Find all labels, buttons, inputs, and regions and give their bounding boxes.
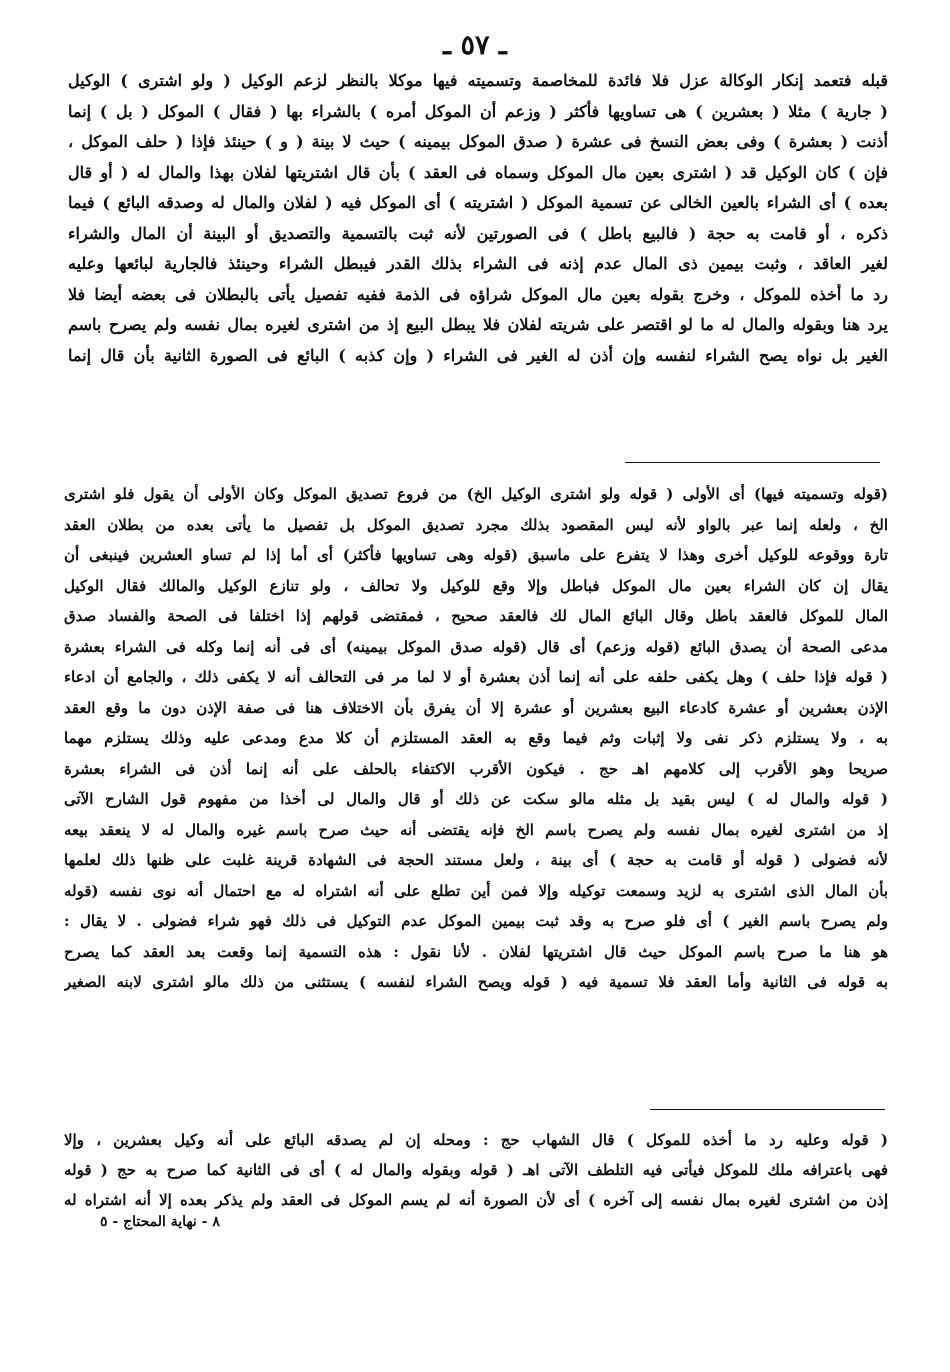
commentary-line: الإذن بعشرين أو عشرة كادعاء البيع بعشرين أو عشرة إلا أن يفرق بأن الاختلاف هنا فى صفة الإذن دون ما وقع العقد [64,698,888,717]
commentary-line: ( قوله فإذا حلف ) وهل يكفى حلفه على أنه إنما أذن بعشرة أو لا لما مر فى التحالف أنه لا يكفى ذلك ، والجامع أن ادعاء [64,668,888,686]
main-text-line: بعده ) أى الشراء بالعين الخالى عن تسمية الموكل ( اشتريته ) أى الموكل فيه ( لفلان والمال له وصدقه البائع ) فيما [68,193,888,212]
commentary-line: ولم يصرح باسم الغير ) أى فلو صرح به وقد ثبت بيمين الموكل عدم التوكيل فى ذلك فهو شراء فضولى . لا يقال : [64,912,888,930]
footnote-line: فهى باعترافه ملك للموكل فيأتى فيه التلطف الآتى اهـ ( قوله وبقوله والمال له ) أى فى الثانية كما صرح به حج ( قوله [64,1161,888,1179]
section-divider [625,462,880,463]
main-text-line: رد ما أخذه للموكل ، وخرج بقوله بعين مال الموكل شراؤه فى الذمة ففيه تفصيل يأتى بالبطلان فى بعضه أيضا فلا [68,284,888,304]
main-text-line: لغير العاقد ، وثبت بيمين ذى المال عدم إذنه فى الشراء بذلك القدر فيبطل الشراء وحينئذ فالجارية لبائعها وعليه [68,254,888,273]
footnote-line: ( قوله وعليه رد ما أخذه للموكل ) قال الشهاب حج : ومحله إن لم يصدقه البائع على أنه وكيل بعشرين ، وإلا [64,1131,888,1149]
main-text-line: أذنت ( بعشرة ) وفى بعض النسخ فى عشرة ( صدق الموكل بيمينه ) حيث لا بينة ( و ) حينئذ فإذا ( حلف الموكل ، [68,132,888,151]
page-number: ـ ٥٧ ـ [443,30,507,61]
main-text-line: يرد هنا وبقوله والمال له ما لو اقتصر على شريته لفلان فلا يبطل البيع إذ من اشترى لغيره بمال نفسه ولم يصرح باسم [68,315,888,334]
commentary-line: ( قوله والمال له ) ليس بقيد بل مثله مالو سكت عن ذلك أو قال والمال لى أخذا من مفهوم قول الشارح الآتى [64,790,888,808]
printer-signature: ٨ - نهاية المحتاج - ٥ [100,1214,220,1230]
footnote-line: إذن من اشترى لغيره بمال نفسه إلى آخره ) أى لأن الصورة أنه لم يسم الموكل فى العقد ولم يذكر بعده إلا أنه اشتراه له [64,1191,888,1209]
commentary-line: مدعى الصحة أن يصدق البائع (قوله وزعم) أى قال (قوله صدق الموكل بيمينه) أى فى أنه إنما وكله فى الشراء بعشرة [64,637,888,656]
commentary-line: المال للموكل فالعقد باطل وقال البائع المال لك فالعقد صحيح ، فمقتضى قولهم إذا اختلفا فى الصحة والفساد صدق [64,607,888,625]
commentary-line: الخ ، ولعله إنما عبر بالواو لأنه ليس المقصود بذلك مجرد تصديق الموكل بل تفصيل ما يأتى بعده من بطلان العقد [64,515,888,534]
commentary-line: (قوله وتسميته فيها) أى الأولى ( قوله ولو اشترى الوكيل الخ) من فروع تصديق الموكل وكان الأولى أن يقول فلو اشترى [64,485,888,503]
commentary-line: به قوله فى الثانية وأما العقد فلا تسمية فيه ( قوله ويصح الشراء لنفسه ) يستثنى من ذلك مالو اشترى لابنه الصغير [64,973,888,991]
section-divider [650,1109,885,1110]
main-text-line: ذكره ، أو قامت به حجة ( فالبيع باطل ) فى الصورتين لأنه ثبت بالتسمية والتصديق أو البينة أن المال والشراء [68,223,888,243]
main-text-line: ( جارية ) مثلا ( بعشرين ) هى تساويها فأكثر ( وزعم أن الموكل أمره ) بالشراء بها ( فقال ) الموكل ( بل ) إنما [68,101,888,121]
main-text-line: فإن ) كان الوكيل قد ( اشترى بعين مال الموكل وسماه فى العقد ) بأن قال اشتريتها لفلان بهذا والمال له ( أو قال [68,162,888,182]
commentary-line: يقال إن كان الشراء بعين مال الموكل فباطل وإلا وقع للوكيل ولا تحالف ، ولو تنازع الوكيل والمالك فقال الوكيل [64,576,888,595]
main-text-line: قبله فتعمد إنكار الوكالة عزل فلا فائدة للمخاصمة وتسميته فيها موكلا بالنظر لزعم الوكيل ( ولو اشترى ) الوكيل [68,71,888,90]
main-text-line: الغير بل نواه يصح الشراء لنفسه وإن أذن له الغير فى الشراء ( وإن كذبه ) البائع فى الصورة الثانية بأن قال إنما [68,345,888,365]
main-text-block [68,66,888,371]
commentary-line: به ، ولا يستلزم ذكر نفى ولا إثبات وثم فيما وقع به العقد المستلزم أن كلا مدع ومدعى عليه وذلك يستلزم مهما [64,729,888,747]
footnote-block [64,1125,888,1215]
commentary-block [64,479,888,998]
commentary-line: بأن المال الذى اشترى به لزيد وسمعت توكيله وإلا فمن أين تطلع على أنه اشتراه له مع احتمال أنه نوى نفسه (قوله [64,881,888,900]
commentary-line: إذ من اشترى لغيره بمال نفسه ولم يصرح باسم الخ فإنه يقتضى أنه حيث صرح باسم غيره والمال له لا ينعقد بيعه [64,820,888,839]
commentary-line: صريحا وهو الأقرب إلى كلامهم اهـ حج . فيكون الأقرب الاكتفاء بالحلف على أنه إنما أذن فى الشراء بعشرة [64,759,888,778]
commentary-line: لأنه فضولى ( قوله أو قامت به حجة ) أى بينة ، ولعل مستند الحجة فى الشهادة قرينة غلبت على ظنها ذلك لعلمها [64,851,888,869]
commentary-line: هو هنا ما صرح باسم الموكل حيث قال اشتريتها لفلان . لأنا نقول : هذه التسمية إنما وقعت بعد العقد كما يصرح [64,942,888,961]
commentary-line: تارة ووقوعه للوكيل أخرى وهذا لا يتفرع على ماسبق (قوله وهى تساويها فأكثر) أى أما إذا لم تساو العشرين فينبغى أن [64,546,888,564]
